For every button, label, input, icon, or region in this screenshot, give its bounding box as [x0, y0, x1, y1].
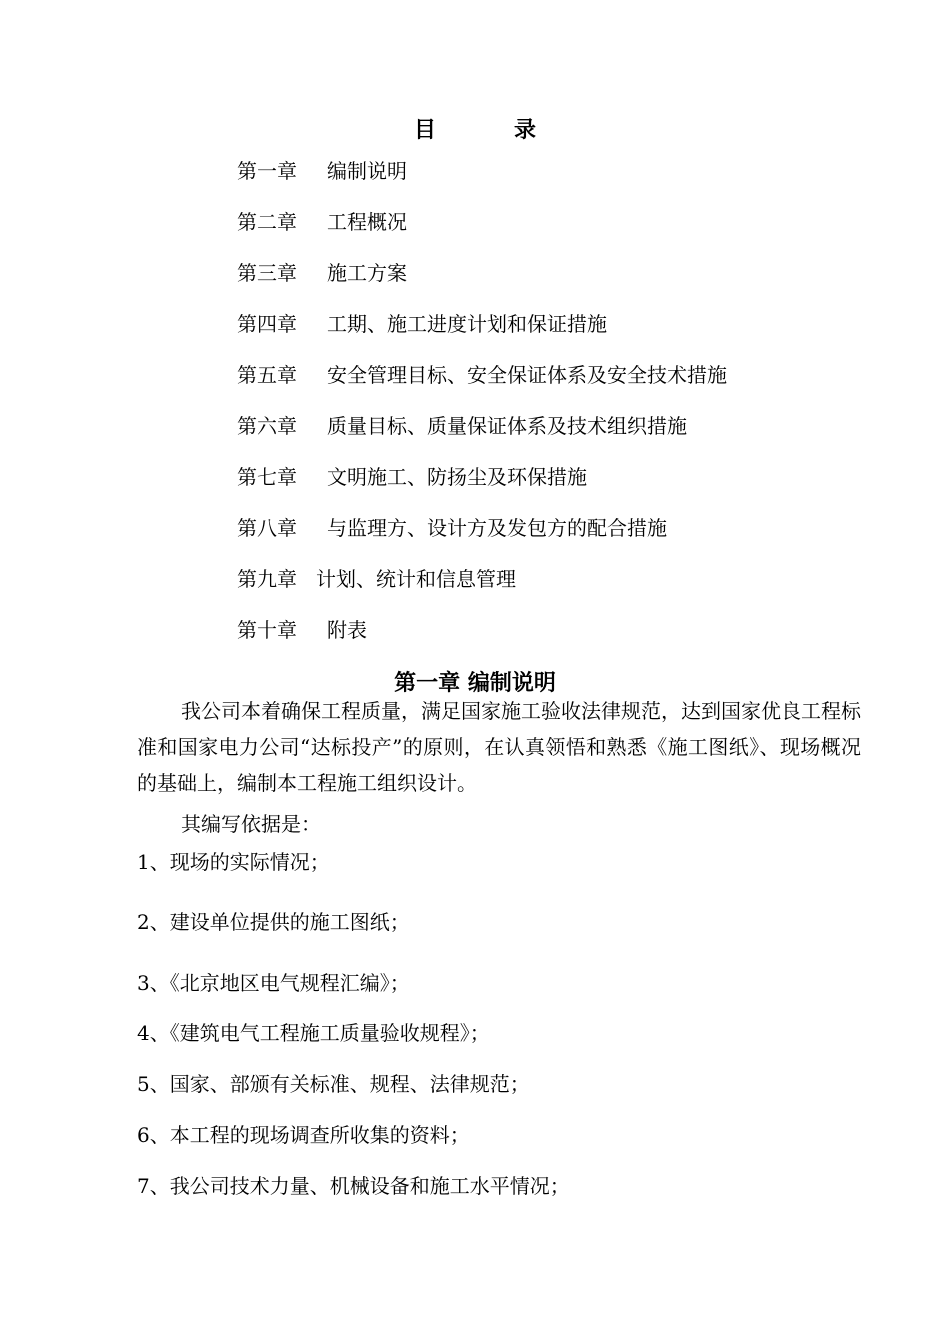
toc-chapter-title: 计划、统计和信息管理: [316, 567, 516, 591]
basis-list-item: 7、我公司技术力量、机械设备和施工水平情况；: [137, 1174, 570, 1198]
toc-item: [237, 309, 607, 339]
toc-item: [237, 258, 407, 288]
toc-item: [237, 207, 407, 237]
toc-chapter-number: 第四章: [237, 312, 297, 336]
toc-chapter-number: 第五章: [237, 363, 297, 387]
toc-chapter-number: 第六章: [237, 414, 297, 438]
toc-chapter-title: 施工方案: [327, 261, 407, 285]
toc-chapter-title: 与监理方、设计方及发包方的配合措施: [327, 516, 667, 540]
toc-title-left: 目: [413, 117, 436, 143]
toc-title: [0, 114, 950, 146]
toc-chapter-title: 工期、施工进度计划和保证措施: [327, 312, 607, 336]
toc-item: [237, 156, 407, 186]
toc-chapter-number: 第七章: [237, 465, 297, 489]
toc-chapter-number: 第三章: [237, 261, 297, 285]
basis-list-item: 5、国家、部颁有关标准、规程、法律规范；: [137, 1072, 530, 1096]
intro-paragraph: 我公司本着确保工程质量，满足国家施工验收法律规范，达到国家优良工程标准和国家电力公司“达标投产”的原则，在认真领悟和熟悉《施工图纸》、现场概况的基础上，编制本工程施工组织设计。: [137, 699, 861, 795]
chapter-heading: 第一章 编制说明: [394, 670, 556, 696]
toc-chapter-number: 第一章: [237, 159, 297, 183]
toc-chapter-number: 第八章: [237, 516, 297, 540]
basis-list-item: 1、现场的实际情况；: [137, 850, 330, 874]
basis-list-item: 2、建设单位提供的施工图纸；: [137, 910, 410, 934]
toc-item: [237, 564, 516, 594]
toc-item: [237, 411, 687, 441]
toc-item: [237, 360, 727, 390]
toc-title-right: 录: [514, 117, 537, 143]
toc-chapter-title: 安全管理目标、安全保证体系及安全技术措施: [327, 363, 727, 387]
toc-chapter-number: 第十章: [237, 618, 297, 642]
basis-list-item: 4、《建筑电气工程施工质量验收规程》；: [137, 1021, 490, 1045]
basis-label: 其编写依据是：: [181, 812, 321, 836]
toc-chapter-title: 编制说明: [327, 159, 407, 183]
toc-chapter-number: 第九章: [237, 567, 297, 591]
toc-chapter-title: 质量目标、质量保证体系及技术组织措施: [327, 414, 687, 438]
basis-list-item: 6、本工程的现场调查所收集的资料；: [137, 1123, 470, 1147]
basis-list-item: 3、《北京地区电气规程汇编》；: [137, 971, 410, 995]
toc-item: [237, 615, 367, 645]
toc-item: [237, 462, 587, 492]
toc-item: [237, 513, 667, 543]
toc-chapter-number: 第二章: [237, 210, 297, 234]
toc-chapter-title: 附表: [327, 618, 367, 642]
toc-chapter-title: 文明施工、防扬尘及环保措施: [327, 465, 587, 489]
toc-chapter-title: 工程概况: [327, 210, 407, 234]
